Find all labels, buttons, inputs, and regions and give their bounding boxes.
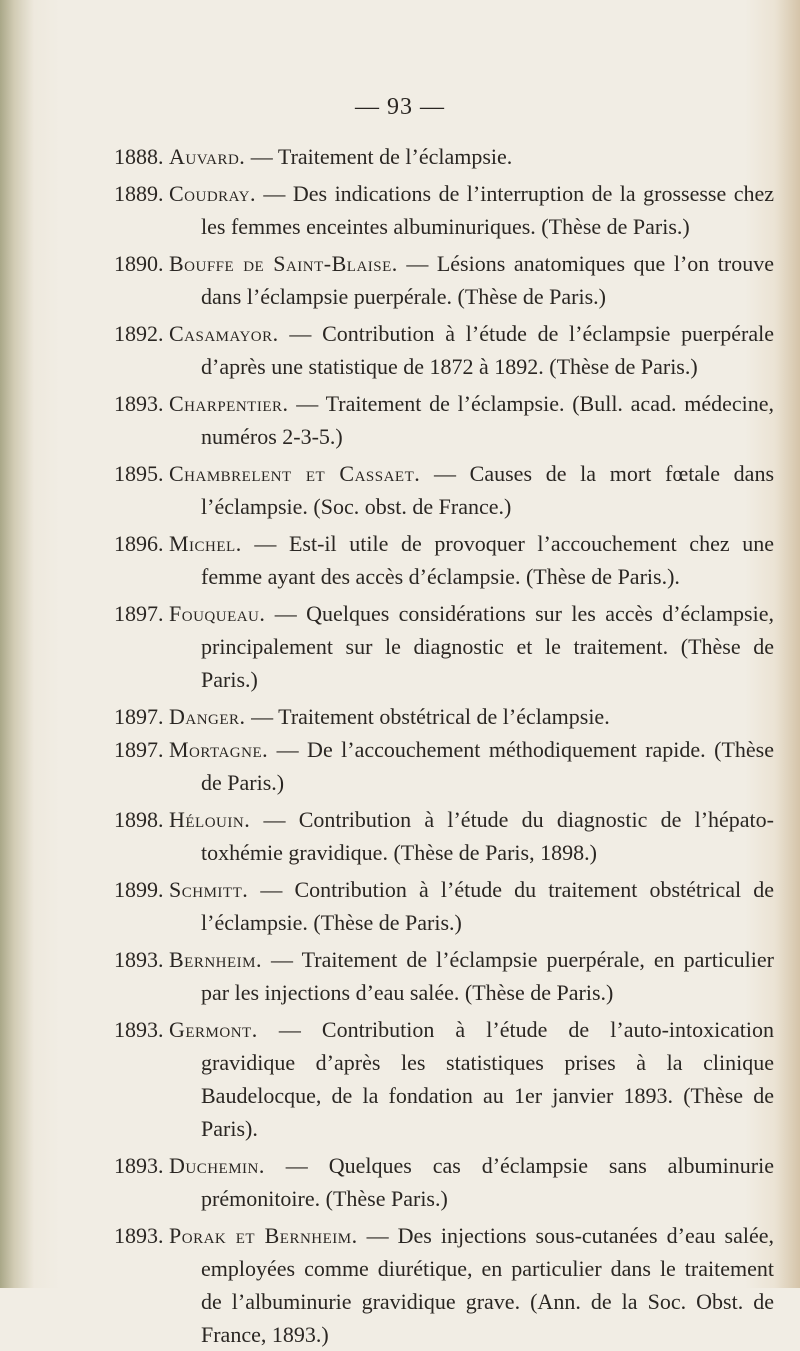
entry-title: — Des injections sous-cutanées d’eau salée, employées comme diurétique, en particulier dans le traitement de l’albuminurie gravidique grave. (Ann. de la Soc. Obst. de France, 1893.) (201, 1223, 774, 1347)
entry-author: Casamayor. (169, 321, 279, 346)
entry-year: 1893. (114, 1223, 164, 1248)
bibliography-list (114, 140, 774, 1351)
entry-author: Auvard. (169, 144, 246, 169)
entry-title: — Causes de la mort fœtale dans l’éclampsie. (Soc. obst. de France.) (201, 461, 775, 519)
entry-text (169, 803, 774, 869)
entry-title: — Traitement de l’éclampsie. (Bull. acad. médecine, numéros 2-3-5.) (201, 391, 774, 449)
entry-title: — Lésions anatomiques que l’on trouve dans l’éclampsie puerpérale. (Thèse de Paris.) (201, 251, 774, 309)
entry-text (169, 1219, 774, 1351)
entry-author: Germont. (169, 1017, 258, 1042)
entry-author: Chambrelent et Cassaet. (169, 461, 421, 486)
entry-title: — Quelques considérations sur les accès d’éclampsie, principalement sur le diagnostic et le traitement. (Thèse de Paris.) (201, 601, 774, 692)
entry-author: Hélouin. (169, 807, 251, 832)
entry-author: Porak et Bernheim. (169, 1223, 358, 1248)
bibliography-entry (114, 457, 774, 523)
entry-year: 1893. (114, 391, 164, 416)
entry-author: Michel. (169, 531, 242, 556)
entry-text (169, 1149, 774, 1215)
bibliography-entry (114, 700, 774, 733)
entry-year: 1893. (114, 1017, 164, 1042)
bibliography-entry (114, 1149, 774, 1215)
entry-title: — Contribution à l’étude du traitement obstétrical de l’éclampsie. (Thèse de Paris.) (201, 877, 774, 935)
entry-text (169, 247, 774, 313)
bibliography-entry (114, 873, 774, 939)
entry-year: 1893. (114, 947, 164, 972)
bibliography-entry (114, 803, 774, 869)
bibliography-entry (114, 1219, 774, 1351)
entry-text (169, 317, 774, 383)
entry-title: — Des indications de l’interruption de la grossesse chez les femmes enceintes albuminuriques. (Thèse de Paris.) (201, 181, 774, 239)
entry-author: Duchemin. (169, 1153, 265, 1178)
entry-text (169, 873, 774, 939)
entry-title: — De l’accouchement méthodiquement rapide. (Thèse de Paris.) (201, 737, 774, 795)
entry-title: — Contribution à l’étude de l’éclampsie puerpérale d’après une statistique de 1872 à 1892. (Thèse de Paris.) (201, 321, 774, 379)
entry-title: — Traitement de l’éclampsie. (245, 144, 513, 169)
bibliography-entry (114, 140, 774, 173)
entry-title: — Contribution à l’étude de l’auto-intoxication gravidique d’après les statistiques prises à la clinique Baudelocque, de la fondation au 1er janvier 1893. (Thèse de Paris). (201, 1017, 774, 1141)
bibliography-entry (114, 1013, 774, 1145)
entry-text (169, 733, 774, 799)
entry-author: Fouqueau. (169, 601, 266, 626)
entry-year: 1899. (114, 877, 164, 902)
bibliography-entry (114, 247, 774, 313)
entry-title: — Est-il utile de provoquer l’accouchement chez une femme ayant des accès d’éclampsie. (Thèse de Paris.). (201, 531, 774, 589)
entry-author: Bernheim. (169, 947, 263, 972)
entry-title: — Traitement obstétrical de l’éclampsie. (245, 704, 610, 729)
entry-year: 1888. (114, 144, 164, 169)
bibliography-entry (114, 317, 774, 383)
entry-author: Mortagne. (169, 737, 269, 762)
entry-year: 1893. (114, 1153, 164, 1178)
entry-year: 1896. (114, 531, 164, 556)
entry-year: 1898. (114, 807, 164, 832)
entry-text (169, 597, 774, 696)
entry-author: Coudray. (169, 181, 256, 206)
entry-text (169, 177, 774, 243)
entry-title: — Quelques cas d’éclampsie sans albuminurie prémonitoire. (Thèse Paris.) (201, 1153, 774, 1211)
bibliography-entry (114, 943, 774, 1009)
entry-author: Bouffe de Saint-Blaise. (169, 251, 398, 276)
entry-author: Charpentier. (169, 391, 289, 416)
bibliography-entry (114, 597, 774, 696)
entry-text (169, 700, 774, 733)
bibliography-entry (114, 527, 774, 593)
entry-text (169, 140, 774, 173)
entry-text (169, 457, 774, 523)
entry-year: 1897. (114, 737, 164, 762)
bibliography-entry (114, 733, 774, 799)
entry-text (169, 527, 774, 593)
bibliography-entry (114, 387, 774, 453)
entry-year: 1889. (114, 181, 164, 206)
entry-text (169, 1013, 774, 1145)
entry-title: — Contribution à l’étude du diagnostic de l’hépato-toxhémie gravidique. (Thèse de Paris, 1898.) (201, 807, 774, 865)
entry-text (169, 943, 774, 1009)
bibliography-entry (114, 177, 774, 243)
entry-year: 1895. (114, 461, 164, 486)
entry-author: Schmitt. (169, 877, 249, 902)
entry-year: 1890. (114, 251, 164, 276)
page-number: — 93 — (355, 94, 445, 120)
entry-author: Danger. (169, 704, 246, 729)
entry-text (169, 387, 774, 453)
entry-year: 1897. (114, 601, 164, 626)
entry-year: 1892. (114, 321, 164, 346)
entry-title: — Traitement de l’éclampsie puerpérale, en particulier par les injections d’eau salée. (Thèse de Paris.) (201, 947, 774, 1005)
entry-year: 1897. (114, 704, 164, 729)
